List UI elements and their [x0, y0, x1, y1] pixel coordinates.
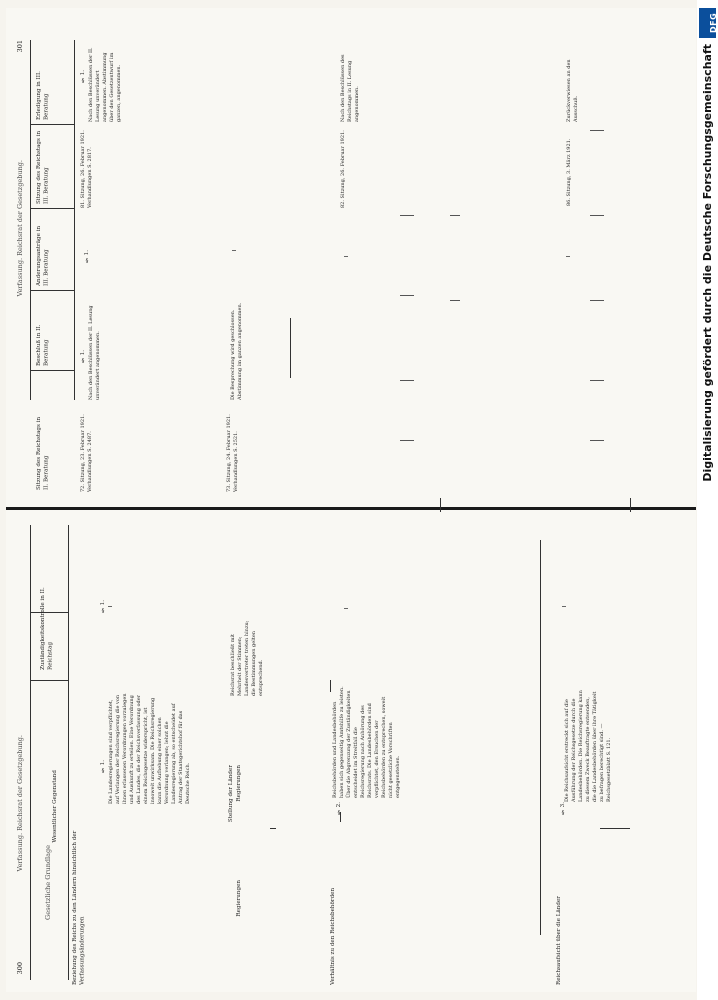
- left-row2-rule: [330, 680, 331, 692]
- right-row2-aend-tick: [344, 256, 348, 257]
- left-row1-section: § 1.: [100, 760, 106, 774]
- right-col-div-2: [30, 208, 74, 209]
- left-row1-subheading: Stellung der Länder: [228, 765, 234, 823]
- right-row1-erledigung-section: § 1.: [80, 70, 86, 84]
- left-row3-rule: [600, 828, 630, 829]
- right-dash-8: [590, 380, 604, 381]
- left-row3-dash: [562, 606, 566, 607]
- right-row1b-sitzung3: 82. Sitzung, 26. Februar 1921.: [340, 130, 346, 208]
- right-row1-sitzung: 72. Sitzung, 23. Februar 1921. Verhandlungen S. 2487.: [80, 414, 93, 492]
- left-header-rule-2: [68, 525, 69, 980]
- left-row1-subbody-2: Regierungen: [236, 880, 242, 917]
- right-row2-spacer-2: [334, 46, 335, 47]
- right-row1b-rule: [290, 318, 291, 378]
- right-row2-spacer: [340, 130, 341, 131]
- left-head-gegenstand: Wesentlicher Gegenstand: [52, 770, 58, 843]
- left-col-divider: [30, 680, 68, 681]
- right-col-div-4: [30, 370, 74, 371]
- left-row1-rule: [270, 828, 276, 829]
- cut-mark-2: [630, 498, 631, 512]
- left-row2-dash: [344, 608, 348, 609]
- left-header-main: Verfassung. Reichsrat der Gesetzgebung.: [16, 735, 24, 872]
- right-dash-1: [400, 440, 414, 441]
- right-row3-aend-tick: [566, 256, 570, 257]
- left-row2-section: § 2.: [336, 802, 342, 816]
- left-row3-body: Die Reichsaufsicht erstreckt sich auf die Ausführung der Reichsgesetze durch die Landesbehörden. Die Reichsregierung kann zu diesem Zweck Beauftragte entsenden, die die Landesbehörden über ihre Tätigkeit zu befragen berechtigt sind. — Reichsgesetzblatt S. 121.: [564, 690, 612, 802]
- right-header-main: Verfassung. Reichsrat der Gesetzgebung.: [16, 160, 24, 297]
- right-header-rule-2: [74, 40, 75, 400]
- left-header-sub: Gesetzliche Grundlage: [44, 845, 52, 920]
- right-row1b-dash: [232, 250, 236, 251]
- page-separator: [6, 507, 696, 510]
- cut-mark-1: [440, 498, 441, 512]
- right-row3-sitzung3: 86. Sitzung, 3. März 1921.: [566, 138, 572, 206]
- right-dash-7: [590, 440, 604, 441]
- right-dash-2: [400, 380, 414, 381]
- right-dash-10: [590, 215, 604, 216]
- right-row1b-beschluss: Die Besprechung wird geschlossen. Abstimmung im ganzen angenommen.: [230, 302, 243, 400]
- right-col-div-3: [30, 290, 74, 291]
- left-head-zustaendigkeit: Zuständigkeitskontrolle in II. Reichstag: [40, 587, 54, 670]
- right-row1b-erledigung: Nach den Beschlüssen des Reichstags in II. Lesung angenommen.: [340, 54, 360, 122]
- right-page-number: 301: [16, 40, 24, 53]
- left-row1-title: Beziehung des Reichs zu den Ländern hinsichtlich der Verfassungsänderungen: [72, 830, 86, 985]
- left-row1-subbody: Regierungen: [236, 765, 242, 802]
- left-row1-note: Reichsrat beschließt mit Mehrheit der Stimmen; Landesvertreter treten hinzu; die Bestimmungen gelten entsprechend.: [230, 620, 264, 696]
- right-head-beschluss: Beschluß in II. Beratung: [36, 324, 50, 366]
- right-row1-aenderung: § 1.: [84, 250, 90, 264]
- right-dash-9: [590, 300, 604, 301]
- left-page-number: 300: [16, 962, 24, 975]
- right-head-sitzung3: Sitzung des Reichstags in III. Beratung: [36, 130, 50, 204]
- right-header-rule: [30, 40, 31, 400]
- right-head-aenderung: Änderungsanträge in III. Beratung: [36, 225, 50, 286]
- dfg-banner-text: Digitalisierung gefördert durch die Deutsche Forschungsgemeinschaft: [701, 44, 714, 482]
- right-head-erledigung: Erledigung in III. Beratung: [36, 71, 50, 120]
- right-row1-erledigung: Nach den Beschlüssen der II. Lesung unverändert angenommen. Abstimmung über den Gesetzentwurf im ganzen, angenommen.: [88, 47, 122, 122]
- right-row1-beschluss-section: § 1.: [80, 350, 86, 364]
- dfg-logo-icon: DFG: [699, 8, 716, 38]
- left-row3-title: Reichsaufsicht über die Länder: [556, 896, 562, 985]
- right-dash-5: [450, 300, 460, 301]
- right-dash-11: [590, 130, 604, 131]
- left-row2-body: Reichsbehörden und Landesbehörden haben sich gegenseitig Amtshilfe zu leisten. Über die Abgrenzung der Zuständigkeiten entscheidet im Streitfall die Reichsregierung nach Anhörung des Reichsrats. Die Landesbehörden sind verpflichtet, den Ersuchen der Reichsbehörden zu entsprechen, soweit nicht gesetzliche Vorschriften entgegenstehen.: [332, 686, 401, 798]
- right-row3-erledigung: Zurückverwiesen an den Ausschuß.: [566, 59, 579, 122]
- left-row1-body: Die Landesregierungen sind verpflichtet, auf Verlangen der Reichsregierung die von ihnen erlassenen Verordnungen vorzulegen und Auskunft zu erteilen. Eine Verordnung des Landes, die der Reichsverfassung oder einem Reichsgesetze widerspricht, ist insoweit unwirksam. Die Reichsregierung kann die Aufhebung einer solchen Verordnung verlangen; lehnt die Landesregierung ab, so entscheidet auf Antrag der Staatsgerichtshof für das Deutsche Reich.: [108, 693, 191, 804]
- right-col-div-1: [30, 124, 74, 125]
- right-row1-sitzung3: 81. Sitzung, 26. Februar 1921. Verhandlungen S. 2817.: [80, 130, 93, 208]
- left-row1-note-section: § 1.: [100, 600, 106, 614]
- right-head-sitzung: Sitzung des Reichstags in II. Beratung: [36, 416, 50, 490]
- right-dash-3: [400, 295, 414, 296]
- left-row1-dash: [108, 606, 112, 607]
- right-dash-4: [400, 215, 414, 216]
- right-dash-6: [450, 215, 460, 216]
- left-row2-title: Verhältnis zu den Reichsbehörden: [330, 887, 336, 985]
- left-header-rule: [30, 525, 31, 980]
- right-row1-beschluss: Nach den Beschlüssen der II. Lesung unverändert angenommen.: [88, 305, 101, 400]
- right-row1b-sitzung: 73. Sitzung, 24. Februar 1921. Verhandlungen S. 2521.: [226, 414, 239, 492]
- left-row3-section: § 3.: [560, 802, 566, 816]
